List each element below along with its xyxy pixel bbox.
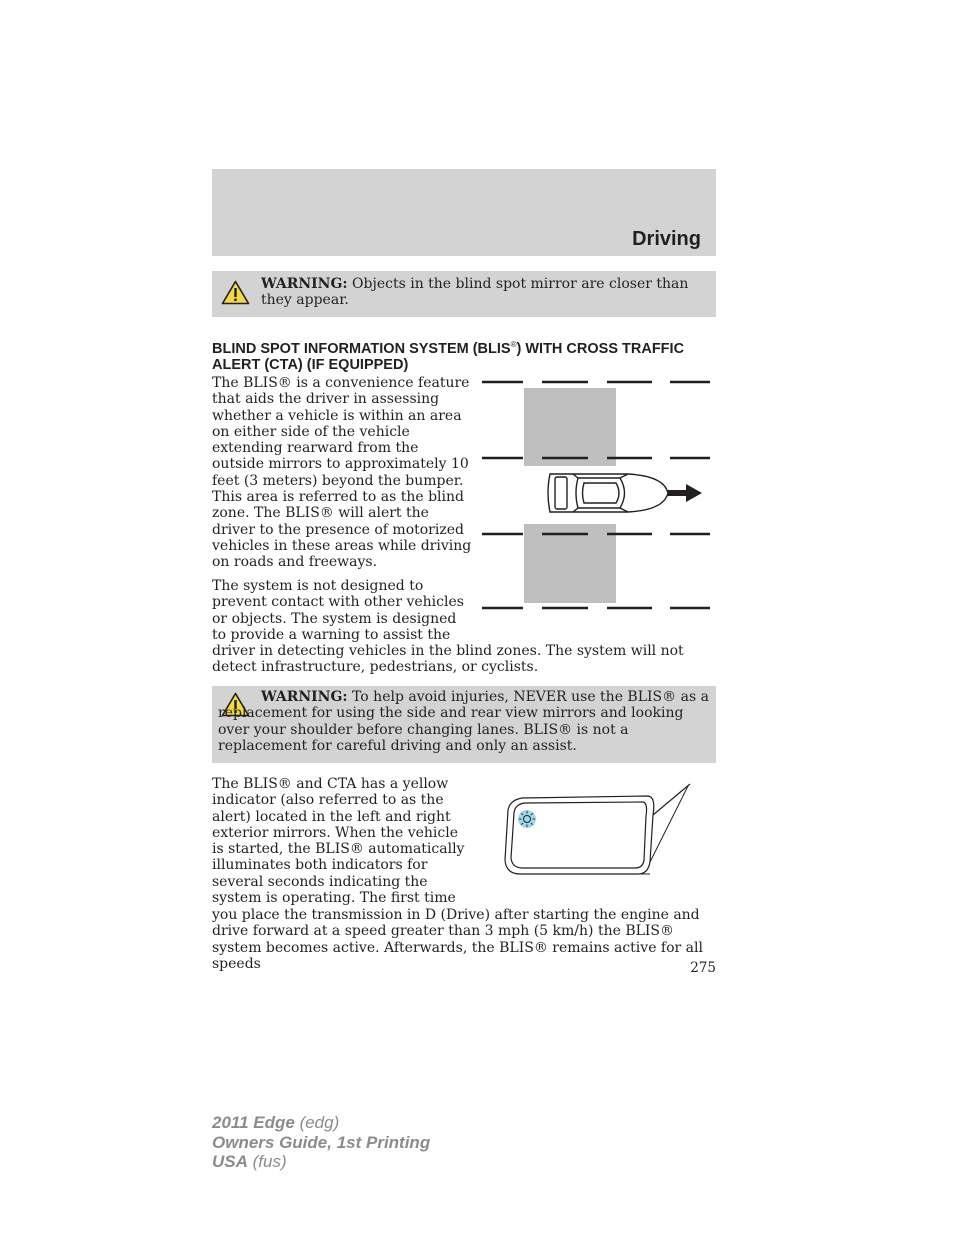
blis-indicator-icon [518,810,536,828]
blind-zone-lower [524,524,616,603]
paragraph-system-limits-2: driver in detecting vehicles in the blind zones. The system will not detect infrastructure, pedestrians, or cyclists. [212,643,684,676]
warning-label: WARNING: [261,689,348,705]
mirror-housing [505,796,654,874]
paragraph-indicator-1: The BLIS® and CTA has a yellow indicator (also referred to as the alert) located in the left and right exterior mirrors. When the vehicle is started, the BLIS® automatically illuminates both indicators for several seconds indicating the system is operating. The first time [212,776,465,907]
page-number: 275 [690,960,716,976]
heading-part-2: ) WITH CROSS TRAFFIC ALERT (CTA) (IF EQUIPPED) [212,340,685,374]
footer-model-line [212,1113,430,1133]
vehicle-top-view [548,474,668,512]
paragraph-indicator-2: you place the transmission in D (Drive) after starting the engine and drive forward at a speed greater than 3 mph (5 km/h) the BLIS® system becomes active. Afterwards, the BLIS® remains active for all speeds [212,907,703,972]
heading-part-1: BLIND SPOT INFORMATION SYSTEM (BLIS [212,340,511,357]
warning-box-blis [212,686,716,763]
footer-model-code: (edg) [294,1113,340,1132]
footer-region-line [212,1152,430,1172]
warning-triangle-icon [221,280,250,305]
document-footer [212,1113,430,1172]
section-title: Driving [632,228,701,250]
footer-model: 2011 Edge [212,1113,295,1132]
blis-section-heading [212,337,716,374]
warning-body: Objects in the blind spot mirror are closer than they appear. [261,276,689,309]
warning-label: WARNING: [261,276,348,292]
warning-box-mirror [212,271,716,317]
blind-zone-diagram [478,374,714,612]
blind-zone-upper [524,388,616,466]
footer-region: USA [212,1152,248,1171]
warning-text [261,276,709,309]
warning-text [218,689,710,754]
footer-guide: Owners Guide, 1st Printing [212,1132,431,1152]
section-header-band [212,169,716,256]
warning-body: To help avoid injuries, NEVER use the BLIS® as a replacement for using the side and rear view mirrors and looking over your shoulder before changing lanes. BLIS® is not a replacement for careful driving and only an assist. [218,689,709,754]
paragraph-system-limits-1: The system is not designed to prevent contact with other vehicles or objects. The system is designed to provide a warning to assist the [212,578,464,643]
direction-arrow-icon [668,484,702,502]
footer-guide-line [212,1133,430,1153]
paragraph-blis-intro: The BLIS® is a convenience feature that aids the driver in assessing whether a vehicle is within an area on either side of the vehicle extending rearward from the outside mirrors to approximately 10 feet (3 meters) beyond the bumper. This area is referred to as the blind zone. The BLIS® will alert the driver to the presence of motorized vehicles in these areas while driving on roads and freeways. [212,375,472,571]
footer-region-code: (fus) [247,1152,287,1171]
heading-registered-mark: ® [510,340,517,349]
mirror-indicator-diagram [498,780,698,880]
